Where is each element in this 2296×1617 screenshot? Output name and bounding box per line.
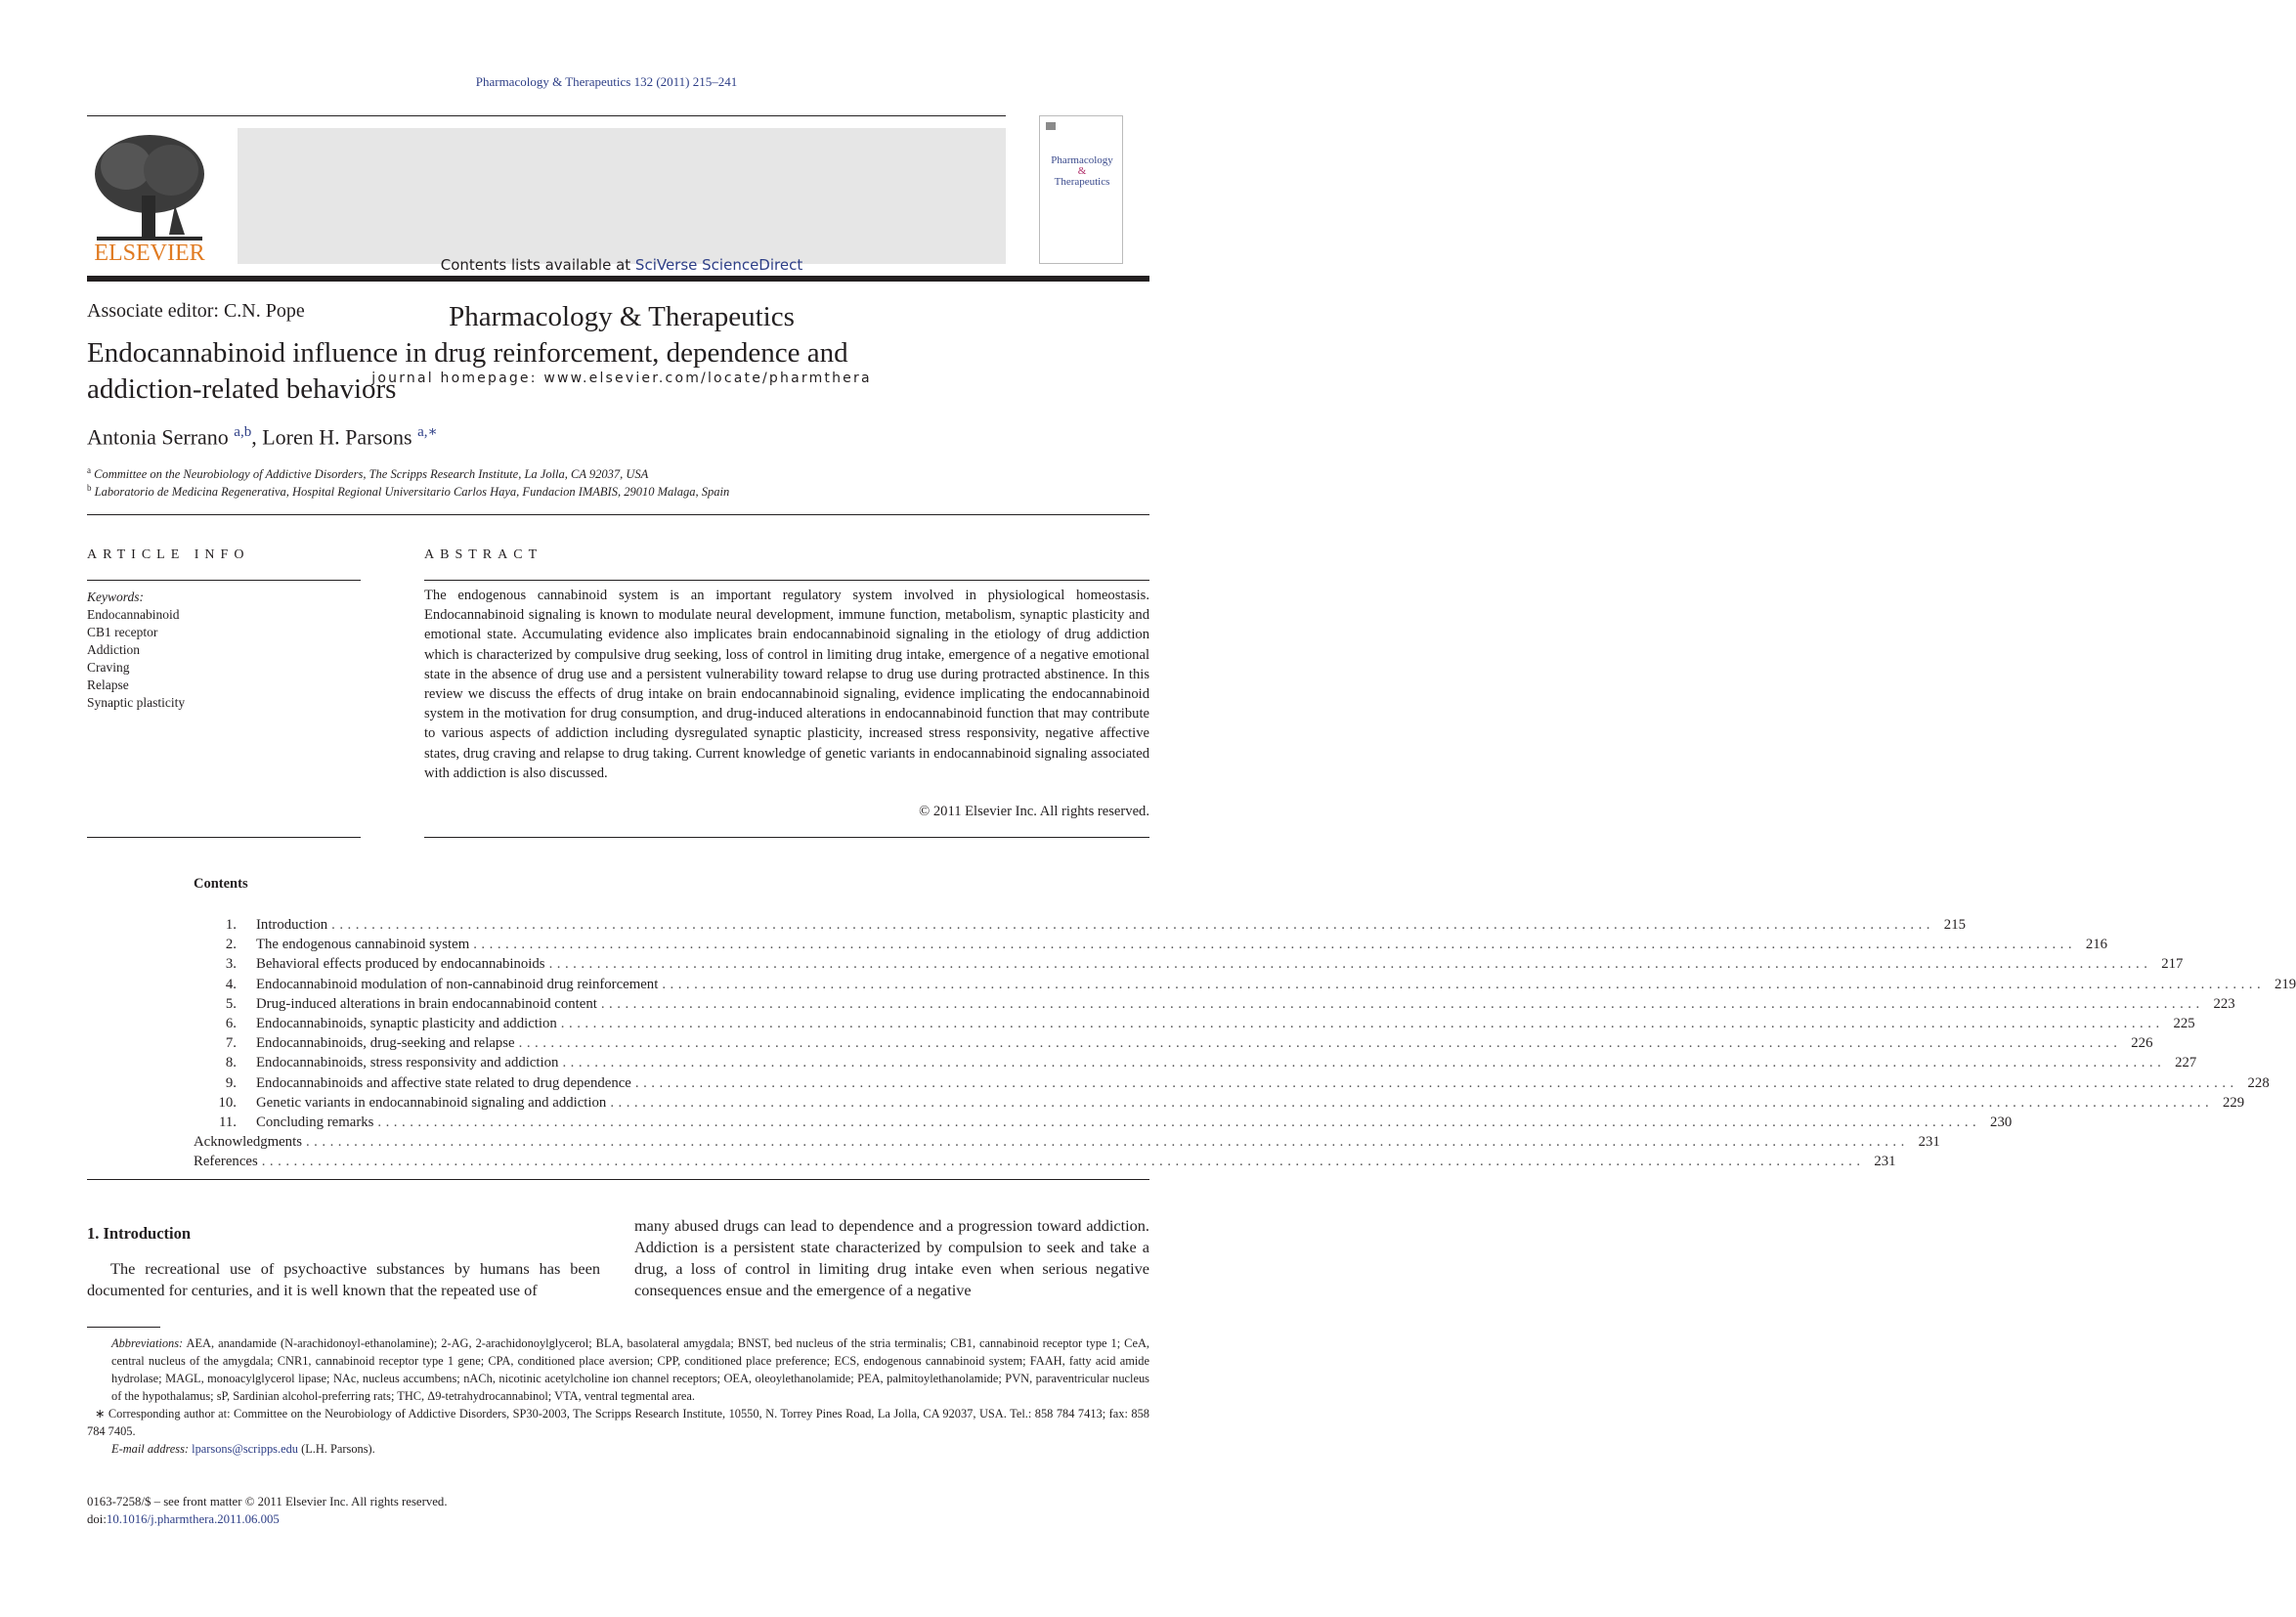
article-title: Endocannabinoid influence in drug reinforcement, dependence and addiction-related behaviors xyxy=(87,337,848,405)
section-heading: 1. Introduction xyxy=(87,1224,192,1243)
divider xyxy=(87,580,361,581)
toc-number: 1. xyxy=(225,917,237,933)
author-separator: , xyxy=(251,424,263,450)
toc-page-number: 225 xyxy=(2173,1015,2195,1031)
toc-number: 8. xyxy=(225,1055,237,1071)
corresponding-author-footnote xyxy=(87,1405,1149,1440)
contents-heading: Contents xyxy=(194,876,248,892)
toc-leader-dots: ........................................................................................................................................................................................................ xyxy=(518,1035,2122,1052)
toc-label[interactable]: Acknowledgments xyxy=(194,1134,302,1151)
abstract-copyright: © 2011 Elsevier Inc. All rights reserved. xyxy=(919,804,1149,819)
toc-label[interactable]: The endogenous cannabinoid system xyxy=(256,937,470,953)
toc-number: 9. xyxy=(225,1074,237,1091)
table-of-contents xyxy=(194,917,2296,1173)
toc-page-number: 226 xyxy=(2131,1035,2153,1052)
article-info-heading: ARTICLE INFO xyxy=(87,547,250,562)
toc-number: 3. xyxy=(225,956,237,973)
doi-line xyxy=(87,1510,448,1528)
toc-leader-dots: ........................................................................................................................................................................................................ xyxy=(305,1134,1909,1151)
abbreviations-text: AEA, anandamide (N-arachidonoyl-ethanolamine); 2-AG, 2-arachidonoylglycerol; BLA, basolateral amygdala; BNST, bed nucleus of the stria terminalis; CB1, cannabinoid receptor type 1; CeA, central nucleus of the amygdala; CNR1, cannabinoid receptor type 1 gene; CPA, conditioned place aversion; CPP, conditioned place preference; ECS, endogenous cannabinoid system; FAAH, fatty acid amide hydrolase; MAGL, monoacylglycerol lipase; NAc, nucleus accumbens; nACh, nicotinic acetylcholine ion channel receptors; OEA, oleoylethanolamide; PEA, palmitoylethanolamide; PVN, paraventricular nucleus of the hypothalamus; sP, Sardinian alcohol-preferring rats; THC, Δ9-tetrahydrocannabinol; VTA, ventral tegmental area. xyxy=(111,1336,1149,1403)
toc-item[interactable] xyxy=(194,1154,1896,1173)
toc-label[interactable]: Endocannabinoid modulation of non-cannabinoid drug reinforcement xyxy=(256,976,659,992)
toc-leader-dots: ........................................................................................................................................................................................................ xyxy=(331,917,1934,933)
toc-page-number: 228 xyxy=(2247,1074,2270,1091)
author-affiliation-marker[interactable]: a,∗ xyxy=(417,424,438,440)
toc-page-number: 229 xyxy=(2222,1094,2245,1111)
toc-leader-dots: ........................................................................................................................................................................................................ xyxy=(634,1074,2238,1091)
issn-line: 0163-7258/$ – see front matter © 2011 Elsevier Inc. All rights reserved. xyxy=(87,1495,448,1508)
toc-label[interactable]: Endocannabinoids, stress responsivity and addiction xyxy=(256,1055,559,1071)
divider xyxy=(424,580,1149,581)
affiliation-marker: b xyxy=(87,483,92,493)
divider xyxy=(87,1179,1149,1180)
cover-logo-icon xyxy=(1046,122,1056,130)
toc-item[interactable] xyxy=(199,917,1966,937)
toc-item[interactable] xyxy=(199,1114,2013,1134)
toc-label[interactable]: Introduction xyxy=(256,917,328,933)
journal-cover xyxy=(1039,115,1123,264)
toc-page-number: 219 xyxy=(2274,976,2296,992)
toc-item[interactable] xyxy=(199,1035,2153,1055)
toc-leader-dots: ........................................................................................................................................................................................................ xyxy=(377,1114,1981,1130)
toc-leader-dots: ........................................................................................................................................................................................................ xyxy=(600,995,2204,1012)
email-footnote xyxy=(87,1440,1149,1458)
front-matter xyxy=(87,1493,448,1528)
body-column-right: many abused drugs can lead to dependence and a progression toward addiction. Addiction is a persistent state characterized by compulsion to seek and take a drug, a loss of control in limiting drug intake even when serious negative consequences ensue and the emergence of a negative xyxy=(634,1216,1149,1299)
keyword: CB1 receptor xyxy=(87,625,158,639)
toc-page-number: 230 xyxy=(1990,1114,2013,1130)
toc-number: 6. xyxy=(225,1015,237,1031)
keyword: Endocannabinoid xyxy=(87,607,180,622)
toc-item[interactable] xyxy=(199,956,2184,976)
body-column-left: The recreational use of psychoactive substances by humans has been documented for centuries, and it is well known that the repeated use of xyxy=(87,1259,600,1299)
keyword: Relapse xyxy=(87,677,129,692)
toc-leader-dots: ........................................................................................................................................................................................................ xyxy=(560,1015,2164,1031)
toc-item[interactable] xyxy=(199,1055,2197,1074)
abstract-text: The endogenous cannabinoid system is an important regulatory system involved in physiological homeostasis. Endocannabinoid signaling is known to modulate neural development, immune function, metabolism, synaptic plasticity and emotional state. Accumulating evidence also implicates brain endocannabinoid signaling in the etiology of drug addiction which is characterized by compulsive drug seeking, loss of control in limiting drug intake, emergence of a negative emotional state in the absence of drug use and a persistent vulnerability toward relapse to drug use during protracted abstinence. In this review we discuss the effects of drug intake on brain endocannabinoid signaling, evidence implicating the endocannabinoid system in the motivation for drug consumption, and drug-induced alterations in endocannabinoid function that may contribute to various aspects of addiction including dysregulated synaptic plasticity, increased stress responsivity, negative affective states, drug craving and relapse to drug taking. Current knowledge of genetic variants in endocannabinoid signaling associated with addiction is also discussed. xyxy=(424,588,1149,781)
doi-prefix: doi: xyxy=(87,1512,107,1526)
toc-label[interactable]: Endocannabinoids, synaptic plasticity and addiction xyxy=(256,1015,557,1031)
toc-page-number: 231 xyxy=(1874,1154,1896,1170)
cover-title xyxy=(1046,155,1118,188)
cover-title-line: Pharmacology xyxy=(1051,154,1113,166)
toc-number: 11. xyxy=(219,1114,237,1130)
cover-title-line: & xyxy=(1077,165,1087,177)
affiliation-b xyxy=(87,483,729,500)
keyword: Craving xyxy=(87,660,130,675)
toc-item[interactable] xyxy=(199,937,2108,956)
divider xyxy=(424,837,1149,838)
toc-item[interactable] xyxy=(194,1134,1940,1154)
toc-page-number: 231 xyxy=(1918,1134,1940,1151)
toc-page-number: 223 xyxy=(2213,995,2235,1012)
toc-leader-dots: ........................................................................................................................................................................................................ xyxy=(473,937,2077,953)
abbreviations-footnote xyxy=(87,1334,1149,1405)
author-affiliation-marker[interactable]: a,b xyxy=(234,424,252,440)
toc-page-number: 217 xyxy=(2161,956,2184,973)
abbreviations-label: Abbreviations: xyxy=(111,1336,184,1350)
toc-page-number: 215 xyxy=(1943,917,1966,933)
affiliation-text: Committee on the Neurobiology of Addictive Disorders, The Scripps Research Institute, La Jolla, CA 92037, USA xyxy=(94,467,649,482)
divider xyxy=(87,514,1149,515)
toc-label[interactable]: Behavioral effects produced by endocannabinoids xyxy=(256,956,545,973)
doi-link[interactable]: 10.1016/j.pharmthera.2011.06.005 xyxy=(106,1512,280,1526)
toc-page-number: 227 xyxy=(2175,1055,2197,1071)
contents-prefix: Contents lists available at xyxy=(440,256,635,274)
toc-leader-dots: ........................................................................................................................................................................................................ xyxy=(548,956,2152,973)
toc-label[interactable]: References xyxy=(194,1154,258,1170)
affiliation-text: Laboratorio de Medicina Regenerativa, Hospital Regional Universitario Carlos Haya, Fundacion IMABIS, 29010 Malaga, Spain xyxy=(94,485,730,500)
author-name: Antonia Serrano xyxy=(87,424,229,450)
abstract-heading: ABSTRACT xyxy=(424,547,543,562)
footnotes xyxy=(87,1334,1149,1458)
authors xyxy=(87,422,438,450)
toc-item[interactable] xyxy=(199,995,2235,1016)
toc-leader-dots: ........................................................................................................................................................................................................ xyxy=(562,1055,2166,1071)
footnote-rule xyxy=(87,1327,160,1328)
divider xyxy=(87,837,361,838)
toc-item[interactable] xyxy=(199,1015,2195,1035)
elsevier-logo xyxy=(87,127,212,264)
toc-page-number: 216 xyxy=(2085,937,2108,953)
toc-number: 10. xyxy=(218,1094,237,1111)
toc-item[interactable] xyxy=(199,1094,2245,1114)
toc-item[interactable] xyxy=(199,976,2296,996)
sciencedirect-link[interactable]: SciVerse ScienceDirect xyxy=(634,256,803,274)
email-link[interactable]: lparsons@scripps.edu xyxy=(192,1442,298,1456)
affiliation-a xyxy=(87,465,648,482)
toc-leader-dots: ........................................................................................................................................................................................................ xyxy=(261,1154,1865,1170)
associate-editor: Associate editor: C.N. Pope xyxy=(87,300,305,322)
journal-homepage[interactable]: journal homepage: www.elsevier.com/locate/pharmthera xyxy=(371,371,872,386)
toc-label[interactable]: Concluding remarks xyxy=(256,1114,374,1130)
toc-number: 4. xyxy=(225,976,237,992)
email-label: E-mail address: xyxy=(111,1442,190,1456)
cover-title-line: Therapeutics xyxy=(1054,176,1110,188)
toc-number: 7. xyxy=(225,1035,237,1052)
toc-item[interactable] xyxy=(199,1074,2270,1095)
keywords-label: Keywords: xyxy=(87,590,144,604)
toc-label[interactable]: Endocannabinoids, drug-seeking and relapse xyxy=(256,1035,515,1052)
toc-label[interactable]: Drug-induced alterations in brain endocannabinoid content xyxy=(256,995,597,1012)
publisher-wordmark: ELSEVIER xyxy=(94,240,205,266)
corresponding-text: ∗ Corresponding author at: Committee on the Neurobiology of Addictive Disorders, SP30-2003, The Scripps Research Institute, 10550, N. Torrey Pines Road, La Jolla, CA 92037, USA. Tel.: 858 784 7413; fax: 858 784 7405. xyxy=(87,1407,1149,1438)
toc-number: 2. xyxy=(225,937,237,953)
toc-label[interactable]: Endocannabinoids and affective state related to drug dependence xyxy=(256,1074,631,1091)
journal-title: Pharmacology & Therapeutics xyxy=(449,301,795,332)
header-rule xyxy=(87,276,1149,282)
email-suffix: (L.H. Parsons). xyxy=(297,1442,375,1456)
toc-number: 5. xyxy=(225,995,237,1012)
toc-leader-dots: ........................................................................................................................................................................................................ xyxy=(662,976,2266,992)
toc-leader-dots: ........................................................................................................................................................................................................ xyxy=(610,1094,2214,1111)
keywords-list xyxy=(87,589,185,712)
author-name: Loren H. Parsons xyxy=(262,424,412,450)
keyword: Addiction xyxy=(87,642,140,657)
top-rule xyxy=(87,115,1006,116)
contents-availability xyxy=(238,256,1006,274)
toc-label[interactable]: Genetic variants in endocannabinoid signaling and addiction xyxy=(256,1094,607,1111)
journal-reference[interactable]: Pharmacology & Therapeutics 132 (2011) 215–241 xyxy=(475,74,738,89)
keyword: Synaptic plasticity xyxy=(87,695,186,710)
affiliation-marker: a xyxy=(87,465,91,475)
